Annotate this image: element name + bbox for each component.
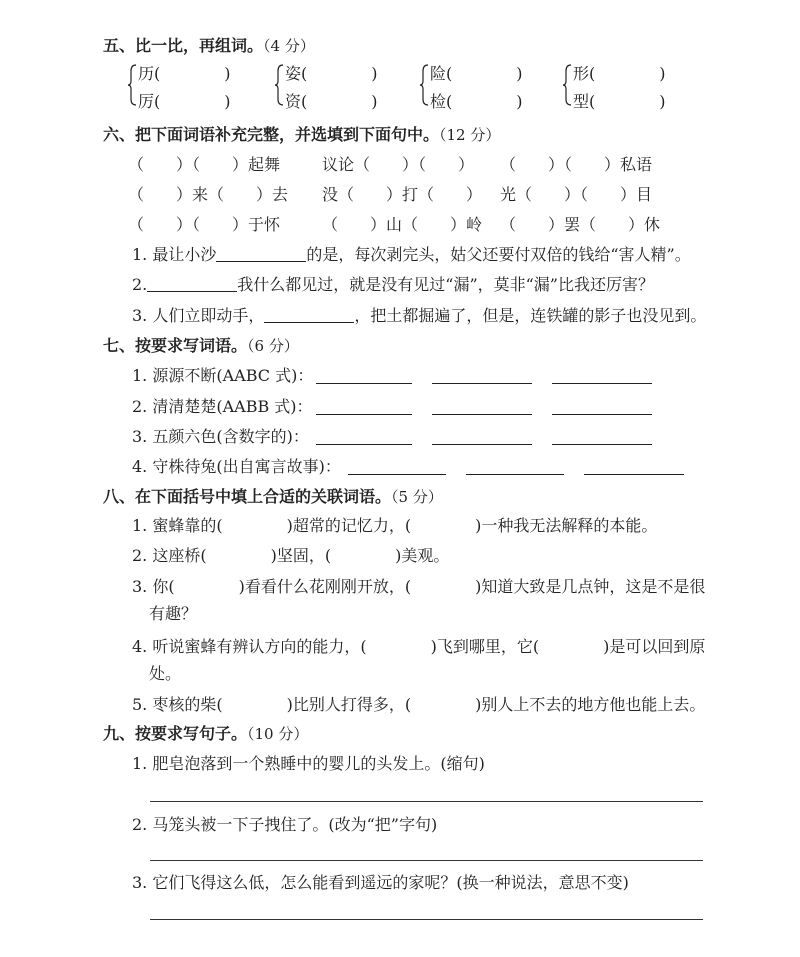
- brace-icon: [563, 63, 573, 107]
- answer-blank[interactable]: [316, 428, 412, 445]
- section9-score: （10 分）: [247, 725, 309, 743]
- word-task-3: 3. 五颜六色(含数字的)：: [132, 427, 309, 446]
- word-task-4: 4. 守株待兔(出自寓言故事)：: [132, 457, 341, 476]
- pair-word-bottom[interactable]: 检( ): [430, 92, 523, 111]
- answer-blank[interactable]: [432, 398, 532, 415]
- fill-sentence-3: 3. 人们立即动手， ，把土都掘遍了，但是，连铁罐的影子也没见到。: [132, 306, 707, 325]
- idiom-blank[interactable]: （ ）山（ ）岭: [322, 215, 483, 234]
- brace-icon: [420, 63, 430, 107]
- section7-heading: 七、按要求写词语。（6 分）: [103, 336, 299, 355]
- conjunction-item-1[interactable]: 1. 蜜蜂靠的( )超常的记忆力，( )一种我无法解释的本能。: [132, 516, 658, 535]
- answer-blank[interactable]: [264, 306, 354, 323]
- section7-score: （6 分）: [247, 337, 299, 355]
- idiom-blank[interactable]: （ ）（ ）于怀: [128, 215, 281, 234]
- conjunction-item-3[interactable]: 3. 你( )看看什么花刚刚开放，( )知道大致是几点钟，这是不是很: [132, 577, 706, 596]
- section8-heading: 八、在下面括号中填上合适的关联词语。（5 分）: [103, 487, 443, 506]
- pair-word-top[interactable]: 险( ): [430, 64, 523, 83]
- section5-score: （4 分）: [263, 37, 315, 55]
- word-task-1: 1. 源源不断(AABC 式)：: [132, 366, 314, 385]
- pair-word-bottom[interactable]: 型( ): [573, 92, 666, 111]
- word-task-2: 2. 清清楚楚(AABB 式)：: [132, 397, 313, 416]
- idiom-blank[interactable]: （ ）罢（ ）休: [500, 215, 661, 234]
- idiom-blank[interactable]: （ ）（ ）起舞: [128, 155, 281, 174]
- answer-blank[interactable]: [552, 398, 652, 415]
- section8-score: （5 分）: [391, 488, 443, 506]
- idiom-blank[interactable]: 光（ ）（ ）目: [500, 185, 653, 204]
- pair-word-top[interactable]: 历( ): [138, 64, 231, 83]
- answer-blank[interactable]: [216, 245, 306, 262]
- answer-blank[interactable]: [432, 367, 532, 384]
- idiom-blank[interactable]: 没（ ）打（ ）: [322, 185, 483, 204]
- answer-blank[interactable]: [466, 458, 564, 475]
- section5-heading: 五、比一比，再组词。（4 分）: [103, 36, 315, 55]
- conjunction-item-4[interactable]: 4. 听说蜜蜂有辨认方向的能力，( )飞到哪里，它( )是可以回到原: [132, 637, 706, 656]
- section6-score: （12 分）: [439, 126, 501, 144]
- sentence-task-2: 2. 马笼头被一下子拽住了。(改为“把”字句): [132, 815, 438, 834]
- fill-sentence-1: 1. 最让小沙 的是，每次剥完头，姑父还要付双倍的钱给“害人精”。: [132, 245, 691, 264]
- answer-blank[interactable]: [432, 428, 532, 445]
- pair-word-bottom[interactable]: 厉( ): [138, 92, 231, 111]
- answer-blank[interactable]: [316, 398, 412, 415]
- sentence-task-3: 3. 它们飞得这么低，怎么能看到遥远的家呢？(换一种说法，意思不变): [132, 873, 629, 892]
- conjunction-item-5[interactable]: 5. 枣核的柴( )比别人打得多，( )别人上不去的地方他也能上去。: [132, 695, 706, 714]
- section9-heading: 九、按要求写句子。（10 分）: [103, 724, 309, 743]
- pair-word-top[interactable]: 形( ): [573, 64, 666, 83]
- conjunction-item-4-cont: 处。: [149, 664, 182, 683]
- pair-word-bottom[interactable]: 资( ): [285, 92, 378, 111]
- idiom-blank[interactable]: （ ）来（ ）去: [128, 185, 289, 204]
- answer-blank[interactable]: [584, 458, 684, 475]
- answer-blank[interactable]: [316, 367, 412, 384]
- pair-word-top[interactable]: 姿( ): [285, 64, 378, 83]
- section6-heading: 六、把下面词语补充完整，并选填到下面句中。（12 分）: [103, 125, 501, 144]
- answer-blank[interactable]: [552, 367, 652, 384]
- answer-blank[interactable]: [147, 275, 237, 292]
- conjunction-item-3-cont: 有趣？: [149, 604, 198, 623]
- idiom-blank[interactable]: 议论（ ）（ ）: [322, 155, 475, 174]
- brace-icon: [128, 63, 138, 107]
- brace-icon: [275, 63, 285, 107]
- answer-blank[interactable]: [552, 428, 652, 445]
- idiom-blank[interactable]: （ ）（ ）私语: [500, 155, 653, 174]
- sentence-task-1: 1. 肥皂泡落到一个熟睡中的婴儿的头发上。(缩句): [132, 754, 485, 773]
- answer-line[interactable]: [150, 860, 703, 861]
- answer-line[interactable]: [150, 801, 703, 802]
- answer-blank[interactable]: [348, 458, 446, 475]
- fill-sentence-2: 2. 我什么都见过，就是没有见过“漏”，莫非“漏”比我还厉害？: [132, 275, 654, 294]
- conjunction-item-2[interactable]: 2. 这座桥( )坚固，( )美观。: [132, 546, 450, 565]
- answer-line[interactable]: [150, 919, 703, 920]
